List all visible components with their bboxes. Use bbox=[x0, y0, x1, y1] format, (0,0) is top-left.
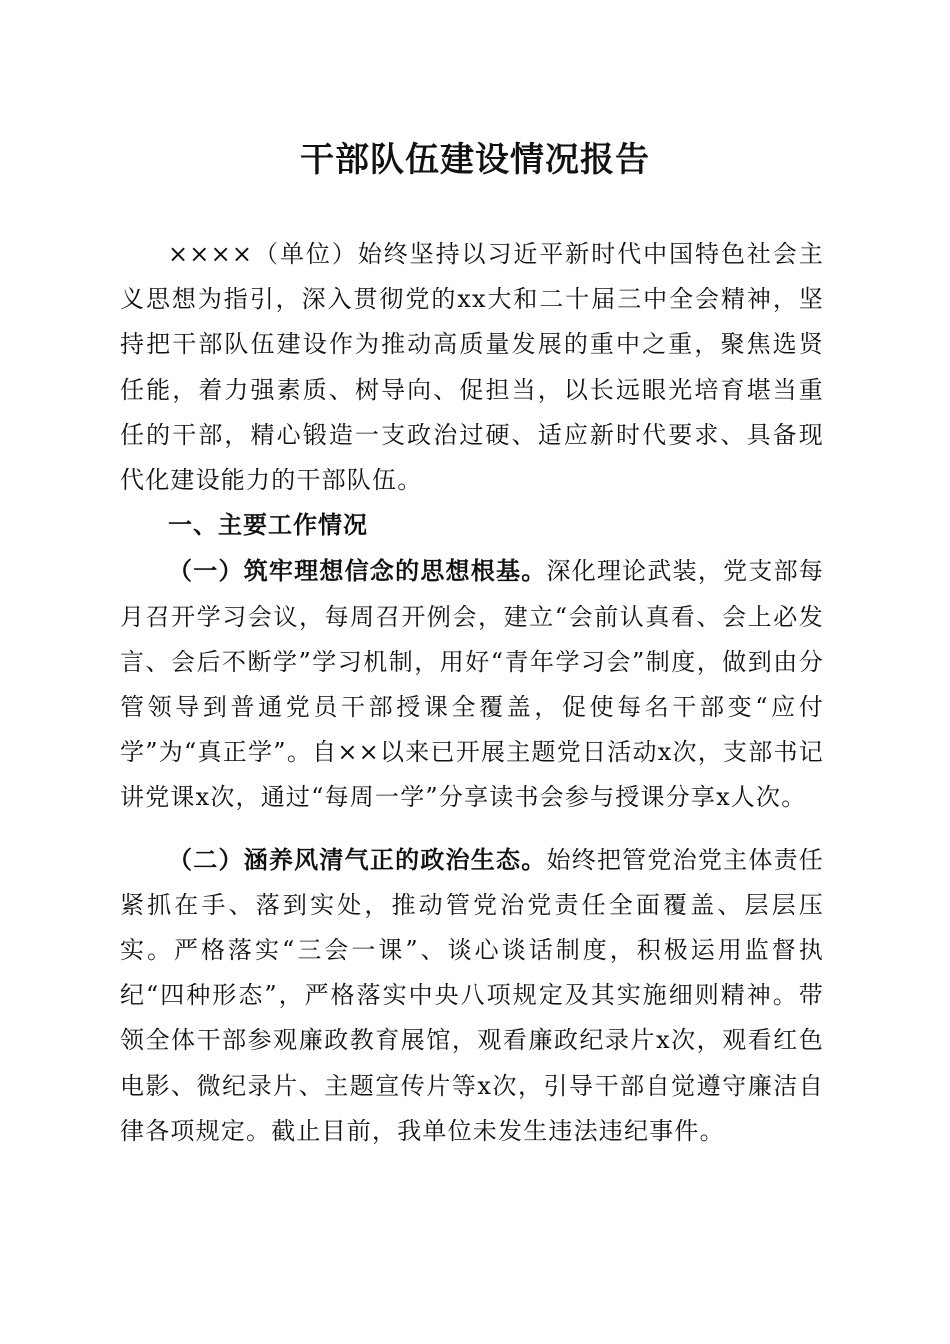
section-item-2 bbox=[120, 837, 824, 1154]
item-1-text: 深化理论武装，党支部每月召开学习会议，每周召开例会，建立“会前认真看、会上必发言、会后不断学”学习机制，用好“青年学习会”制度，做到由分管领导到普通党员干部授课全覆盖，促使每名干部变“应付学”为“真正学”。自××以来已开展主题党日活动x次，支部书记讲党课x次，通过“每周一学”分享读书会参与授课分享x人次。 bbox=[120, 557, 825, 812]
section-item-1 bbox=[120, 548, 824, 820]
section-heading: 一、主要工作情况 bbox=[168, 511, 368, 540]
item-2-text: 始终把管党治党主体责任紧抓在手、落到实处，推动管党治党责任全面覆盖、层层压实。严格落实“三会一课”、谈心谈话制度，积极运用监督执纪“四种形态”，严格落实中央八项规定及其实施细则精神。带领全体干部参观廉政教育展馆，观看廉政纪录片x次，观看红色电影、微纪录片、主题宣传片等x次，引导干部自觉遵守廉洁自律各项规定。截止目前，我单位未发生违法违纪事件。 bbox=[120, 845, 825, 1145]
item-2-subheading: （二）涵养风清气正的政治生态。 bbox=[168, 844, 547, 874]
document-body bbox=[120, 232, 824, 1154]
document-title: 干部队伍建设情况报告 bbox=[300, 140, 650, 180]
item-1-subheading: （一）筑牢理想信念的思想根基。 bbox=[168, 556, 547, 586]
intro-paragraph: ××××（单位）始终坚持以习近平新时代中国特色社会主义思想为指引，深入贯彻党的xx大和二十届三中全会精神，坚持把干部队伍建设作为推动高质量发展的重中之重，聚焦选贤任能，着力强素质、树导向、促担当，以长远眼光培育堪当重任的干部，精心锻造一支政治过硬、适应新时代要求、具备现代化建设能力的干部队伍。 bbox=[120, 240, 824, 495]
paragraph-gap bbox=[120, 821, 824, 837]
